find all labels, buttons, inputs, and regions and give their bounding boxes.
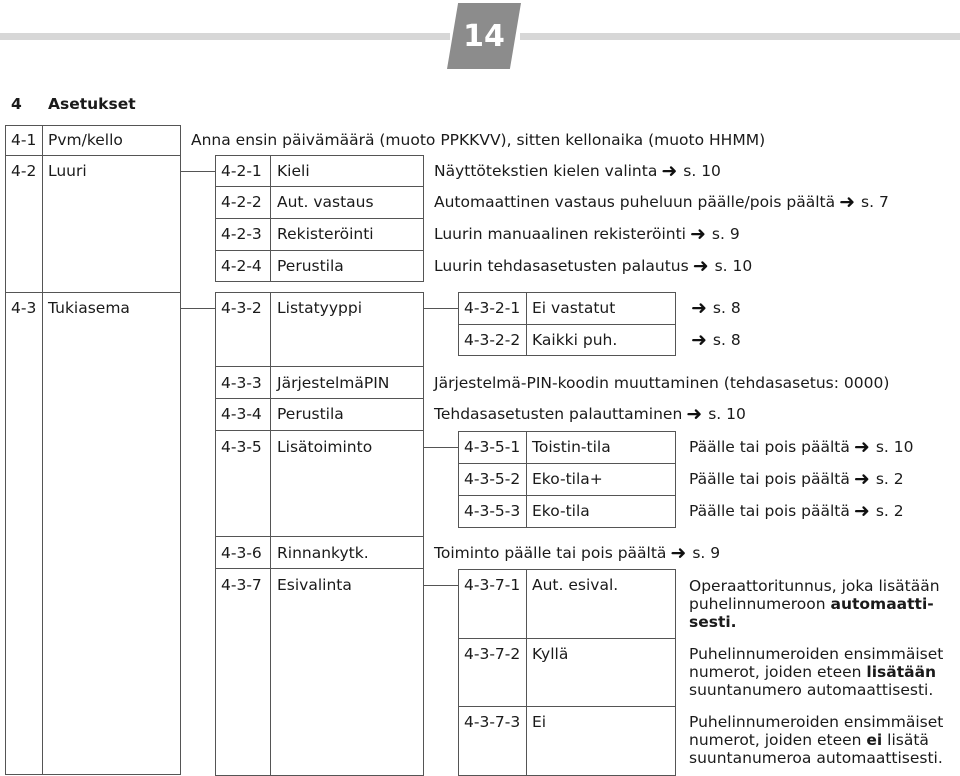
item-desc-4-3-7-1: Operaattoritunnus, joka lisätään puhelinnumeroon automaatti- sesti. (689, 577, 940, 631)
header-rule-right (520, 33, 960, 40)
item-label-4-3-2-2: Kaikki puh. (532, 331, 618, 349)
item-desc-4-3-7-2: Puhelinnumeroiden ensimmäiset numerot, joiden eteen lisätään suuntanumero automaattisesti. (689, 645, 944, 699)
item-desc-4-3-3: Järjestelmä-PIN-koodin muuttaminen (tehdasasetus: 0000) (434, 374, 890, 392)
item-label-4-3: Tukiasema (48, 299, 130, 317)
item-label-4-2-2: Aut. vastaus (277, 193, 374, 211)
item-code-4-3-5-2: 4-3-5-2 (464, 470, 521, 488)
item-label-4-3-3: JärjestelmäPIN (277, 374, 390, 392)
arrow-right-icon: ➜ (691, 329, 707, 351)
level1-label-column (42, 125, 181, 775)
level3-code-box-4-3-7 (458, 569, 527, 776)
item-code-4-3-7: 4-3-7 (221, 576, 262, 594)
item-code-4-3: 4-3 (11, 299, 37, 317)
item-code-4-3-5: 4-3-5 (221, 438, 262, 456)
arrow-right-icon: ➜ (853, 468, 870, 490)
item-label-4-2-4: Perustila (277, 257, 344, 275)
item-label-4-3-7-2: Kyllä (532, 645, 569, 663)
item-desc-4-3-5-2: Päälle tai pois päältä ➜ s. 2 (689, 468, 904, 490)
level2-label-box-4-3 (270, 292, 424, 776)
divider-4-2-3 (215, 250, 424, 251)
item-label-4-2-3: Rekisteröinti (277, 225, 374, 243)
divider-4-3-7-1 (458, 638, 676, 639)
section-title: Asetukset (48, 95, 136, 113)
item-label-4-3-4: Perustila (277, 405, 344, 423)
divider-4-3-2-1 (458, 324, 676, 325)
item-code-4-1: 4-1 (11, 131, 37, 149)
header-rule-left (0, 33, 450, 40)
item-desc-4-3-6: Toiminto päälle tai pois päältä ➜ s. 9 (434, 542, 721, 564)
item-code-4-2: 4-2 (11, 162, 37, 180)
divider-4-3-5-1 (458, 463, 676, 464)
item-code-4-3-2-2: 4-3-2-2 (464, 331, 521, 349)
item-label-4-3-5-2: Eko-tila+ (532, 470, 603, 488)
item-label-4-3-5-1: Toistin-tila (532, 438, 611, 456)
item-code-4-3-7-1: 4-3-7-1 (464, 576, 521, 594)
arrow-right-icon: ➜ (839, 191, 856, 213)
divider-4-2 (5, 292, 181, 293)
item-label-4-2: Luuri (48, 162, 87, 180)
item-desc-4-3-7-3: Puhelinnumeroiden ensimmäiset numerot, joiden eteen ei lisätä suuntanumeroa automaattisesti. (689, 713, 944, 767)
item-label-4-3-5-3: Eko-tila (532, 502, 590, 520)
item-code-4-2-1: 4-2-1 (221, 162, 262, 180)
item-code-4-2-4: 4-2-4 (221, 257, 262, 275)
divider-4-3-4 (215, 430, 424, 431)
divider-4-3-5 (215, 536, 424, 537)
item-desc-4-2-1: Näyttötekstien kielen valinta ➜ s. 10 (434, 160, 721, 182)
item-code-4-3-5-3: 4-3-5-3 (464, 502, 521, 520)
item-code-4-3-3: 4-3-3 (221, 374, 262, 392)
item-desc-4-2-4: Luurin tehdasasetusten palautus ➜ s. 10 (434, 255, 753, 277)
item-code-4-3-7-3: 4-3-7-3 (464, 713, 521, 731)
item-desc-4-2-3: Luurin manuaalinen rekisteröinti ➜ s. 9 (434, 223, 740, 245)
item-desc-4-3-4: Tehdasasetusten palauttaminen ➜ s. 10 (434, 403, 746, 425)
item-code-4-3-6: 4-3-6 (221, 544, 262, 562)
item-code-4-2-3: 4-2-3 (221, 225, 262, 243)
item-code-4-3-2-1: 4-3-2-1 (464, 299, 521, 317)
item-desc-4-2-2: Automaattinen vastaus puheluun päälle/pois päältä ➜ s. 7 (434, 191, 889, 213)
arrow-right-icon: ➜ (691, 297, 707, 319)
item-code-4-3-5-1: 4-3-5-1 (464, 438, 521, 456)
item-code-4-3-7-2: 4-3-7-2 (464, 645, 521, 663)
item-desc-4-3-5-1: Päälle tai pois päältä ➜ s. 10 (689, 436, 914, 458)
connector-4-2 (181, 171, 216, 172)
arrow-right-icon: ➜ (853, 500, 870, 522)
level1-code-column (5, 125, 43, 775)
item-code-4-2-2: 4-2-2 (221, 193, 262, 211)
connector-4-3-5 (424, 447, 459, 448)
item-label-4-3-7: Esivalinta (277, 576, 352, 594)
item-ref-4-3-2-2: ➜ s. 8 (691, 329, 741, 351)
arrow-right-icon: ➜ (692, 255, 709, 277)
arrow-right-icon: ➜ (686, 403, 703, 425)
item-desc-4-3-5-3: Päälle tai pois päältä ➜ s. 2 (689, 500, 904, 522)
item-desc-4-1: Anna ensin päivämäärä (muoto PPKKVV), sitten kellonaika (muoto HHMM) (191, 131, 766, 149)
divider-4-3-3 (215, 398, 424, 399)
divider-4-2-2 (215, 218, 424, 219)
level2-code-box-4-3 (215, 292, 271, 776)
divider-4-2-1 (215, 186, 424, 187)
item-label-4-1: Pvm/kello (48, 131, 123, 149)
divider-4-1 (5, 155, 181, 156)
arrow-right-icon: ➜ (670, 542, 687, 564)
item-label-4-3-7-3: Ei (532, 713, 547, 731)
item-label-4-3-6: Rinnankytk. (277, 544, 369, 562)
item-label-4-3-2: Listatyyppi (277, 299, 363, 317)
item-code-4-3-4: 4-3-4 (221, 405, 262, 423)
item-ref-4-3-2-1: ➜ s. 8 (691, 297, 741, 319)
connector-4-3-2 (424, 308, 459, 309)
item-label-4-2-1: Kieli (277, 162, 310, 180)
section-number: 4 (11, 95, 22, 113)
item-label-4-3-2-1: Ei vastatut (532, 299, 616, 317)
connector-4-3-7 (424, 585, 459, 586)
item-label-4-3-7-1: Aut. esival. (532, 576, 619, 594)
connector-4-3 (181, 308, 216, 309)
divider-4-3-6 (215, 568, 424, 569)
arrow-right-icon: ➜ (661, 160, 678, 182)
level3-label-box-4-3-7 (526, 569, 676, 776)
divider-4-3-7-2 (458, 706, 676, 707)
arrow-right-icon: ➜ (853, 436, 870, 458)
divider-4-3-5-2 (458, 495, 676, 496)
page-number: 14 (463, 19, 505, 54)
divider-4-3-2 (215, 366, 424, 367)
item-code-4-3-2: 4-3-2 (221, 299, 262, 317)
item-label-4-3-5: Lisätoiminto (277, 438, 373, 456)
arrow-right-icon: ➜ (689, 223, 706, 245)
